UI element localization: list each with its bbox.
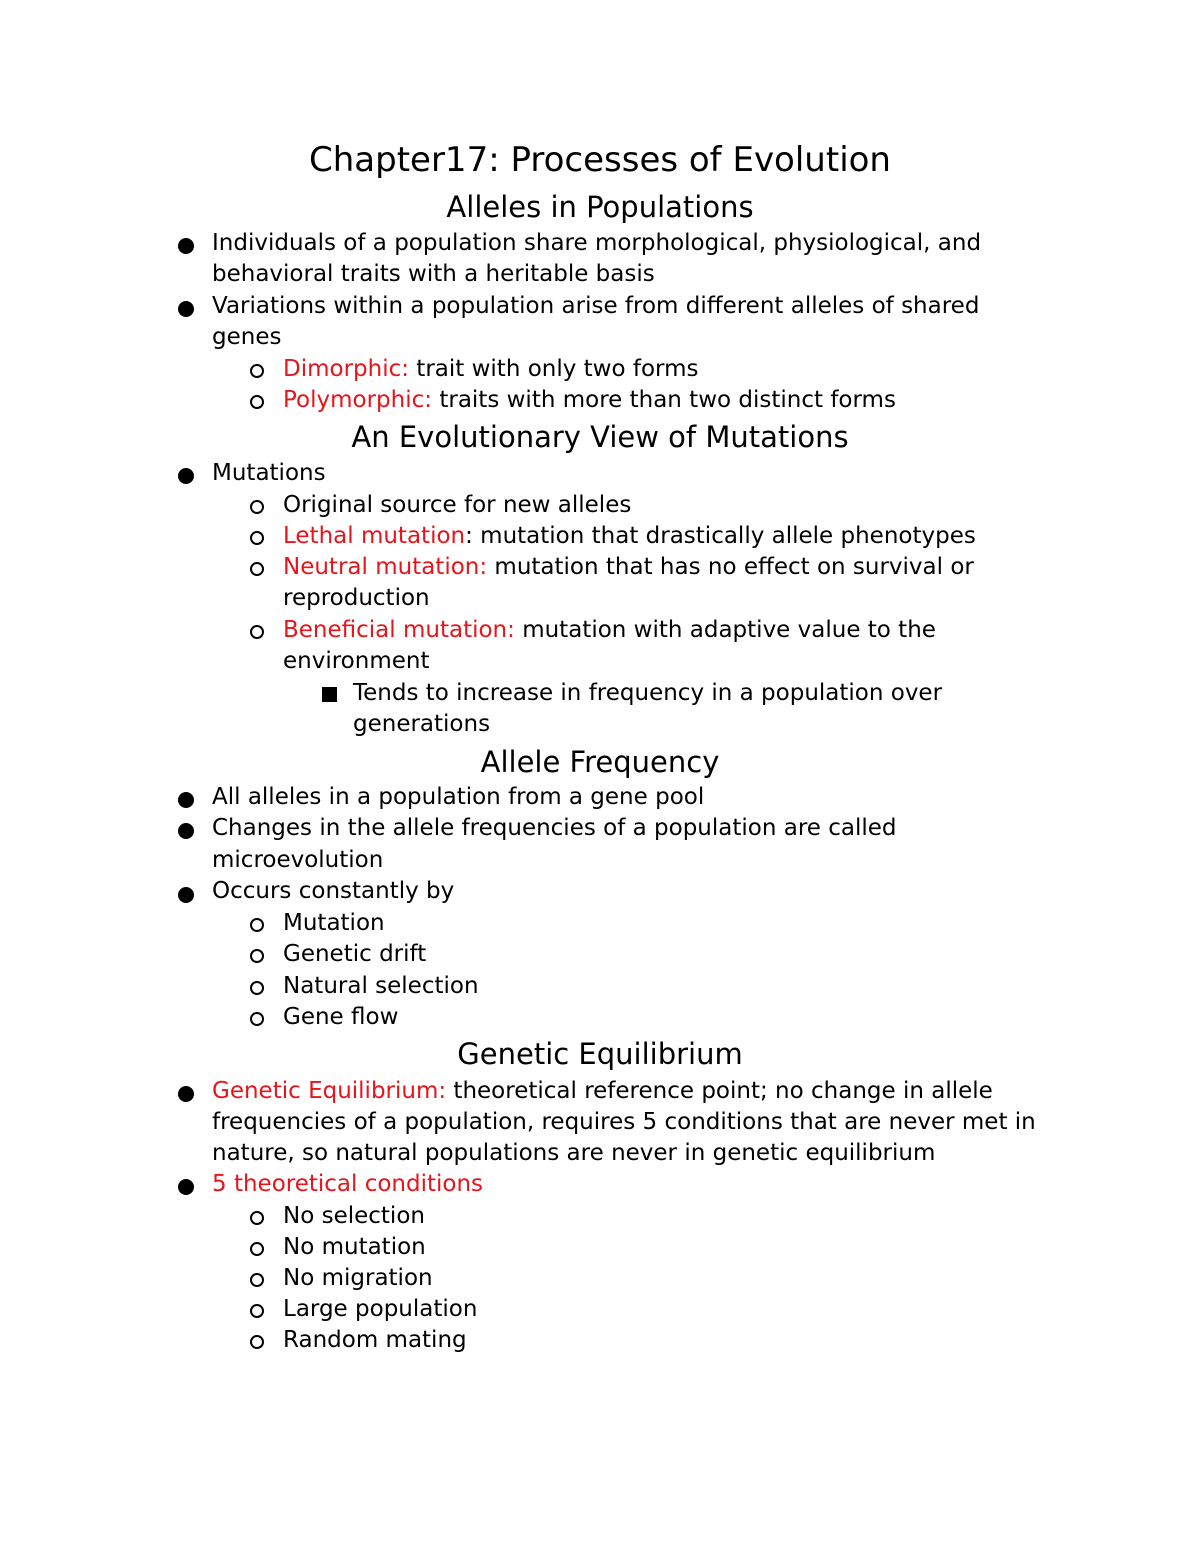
list-item xyxy=(283,385,896,416)
bullet-circle-icon xyxy=(250,531,264,545)
term-label: Neutral mutation: xyxy=(283,554,488,580)
bullet-circle-icon xyxy=(250,364,264,378)
list-item-continuation: frequencies of a population, requires 5 conditions that are never met in xyxy=(212,1109,1036,1135)
list-item: 5 theoretical conditions xyxy=(212,1171,484,1197)
bullet-circle-icon xyxy=(250,949,264,963)
bullet-square-icon xyxy=(322,687,337,702)
list-item-continuation: reproduction xyxy=(283,585,430,611)
list-item: Natural selection xyxy=(283,973,479,999)
list-item-continuation: microevolution xyxy=(212,847,384,873)
bullet-circle-icon xyxy=(250,1012,264,1026)
bullet-disc-icon xyxy=(178,301,194,317)
bullet-circle-icon xyxy=(250,625,264,639)
bullet-circle-icon xyxy=(250,395,264,409)
list-item-continuation: behavioral traits with a heritable basis xyxy=(212,261,655,287)
list-item xyxy=(283,354,699,385)
bullet-disc-icon xyxy=(178,1179,194,1195)
page-title: Chapter17: Processes of Evolution xyxy=(309,140,891,180)
term-definition: mutation with adaptive value to the xyxy=(514,617,936,643)
list-item-continuation: genes xyxy=(212,324,282,350)
list-item: Mutation xyxy=(283,910,385,936)
term-definition: traits with more than two distinct forms xyxy=(432,387,896,413)
list-item xyxy=(283,552,974,583)
term-definition: mutation that has no effect on survival or xyxy=(487,554,974,580)
list-item xyxy=(283,615,936,646)
bullet-disc-icon xyxy=(178,887,194,903)
section-heading-genetic-equilibrium: Genetic Equilibrium xyxy=(457,1037,743,1071)
term-label: Dimorphic: xyxy=(283,356,409,382)
term-definition: : mutation that drastically allele phenotypes xyxy=(465,523,976,549)
section-heading-evolutionary-view-of-mutations: An Evolutionary View of Mutations xyxy=(351,420,849,454)
list-item: Original source for new alleles xyxy=(283,492,632,518)
bullet-circle-icon xyxy=(250,918,264,932)
term-label: Polymorphic: xyxy=(283,387,433,413)
bullet-circle-icon xyxy=(250,1273,264,1287)
bullet-disc-icon xyxy=(178,468,194,484)
bullet-circle-icon xyxy=(250,500,264,514)
bullet-circle-icon xyxy=(250,1242,264,1256)
list-item: Occurs constantly by xyxy=(212,878,455,904)
list-item: Mutations xyxy=(212,460,326,486)
list-item-continuation: generations xyxy=(353,711,491,737)
list-item: Tends to increase in frequency in a population over xyxy=(353,680,943,706)
bullet-disc-icon xyxy=(178,238,194,254)
list-item: No mutation xyxy=(283,1234,426,1260)
list-item-continuation: nature, so natural populations are never in genetic equilibrium xyxy=(212,1140,936,1166)
term-label: Lethal mutation xyxy=(283,523,466,549)
bullet-circle-icon xyxy=(250,1304,264,1318)
section-heading-alleles-in-populations: Alleles in Populations xyxy=(446,190,754,224)
term-label: Beneficial mutation: xyxy=(283,617,515,643)
list-item: Individuals of a population share morphological, physiological, and xyxy=(212,230,982,256)
term-definition: trait with only two forms xyxy=(409,356,699,382)
bullet-circle-icon xyxy=(250,981,264,995)
list-item: Large population xyxy=(283,1296,478,1322)
bullet-disc-icon xyxy=(178,823,194,839)
term-definition: theoretical reference point; no change in allele xyxy=(446,1078,993,1104)
bullet-circle-icon xyxy=(250,562,264,576)
list-item: All alleles in a population from a gene pool xyxy=(212,784,705,810)
bullet-disc-icon xyxy=(178,792,194,808)
list-item: No migration xyxy=(283,1265,433,1291)
list-item: No selection xyxy=(283,1203,425,1229)
bullet-circle-icon xyxy=(250,1211,264,1225)
section-heading-allele-frequency: Allele Frequency xyxy=(480,745,720,779)
list-item: Gene flow xyxy=(283,1004,399,1030)
list-item: Variations within a population arise from different alleles of shared xyxy=(212,293,980,319)
list-item xyxy=(283,521,976,552)
list-item: Genetic drift xyxy=(283,941,427,967)
list-item-continuation: environment xyxy=(283,648,430,674)
term-label: Genetic Equilibrium: xyxy=(212,1078,447,1104)
list-item: Changes in the allele frequencies of a population are called xyxy=(212,815,897,841)
bullet-disc-icon xyxy=(178,1086,194,1102)
list-item xyxy=(212,1076,993,1107)
list-item: Random mating xyxy=(283,1327,467,1353)
bullet-circle-icon xyxy=(250,1335,264,1349)
